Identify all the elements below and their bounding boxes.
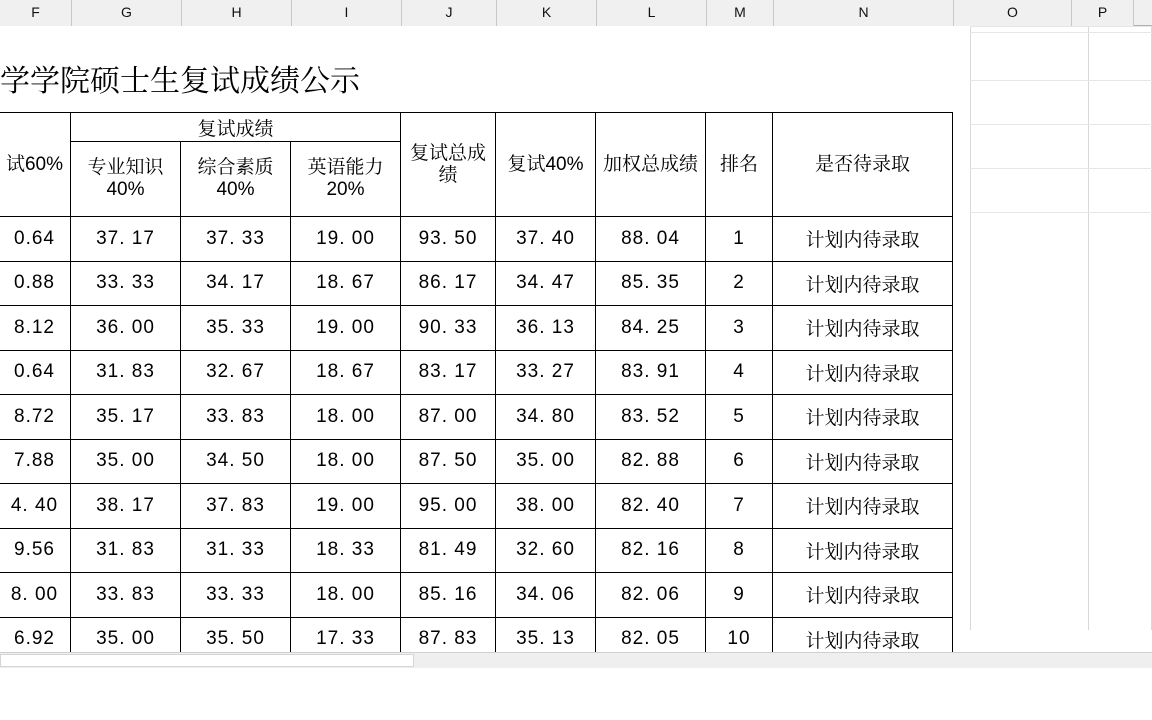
cell-k[interactable]: 34. 47	[496, 261, 596, 306]
cell-k[interactable]: 35. 00	[496, 439, 596, 484]
cell-k[interactable]: 32. 60	[496, 528, 596, 573]
cell-l[interactable]: 85. 35	[596, 261, 706, 306]
cell-k[interactable]: 38. 00	[496, 484, 596, 529]
cell-h[interactable]: 37. 33	[181, 217, 291, 262]
cell-i[interactable]: 18. 33	[291, 528, 401, 573]
column-header-P[interactable]: P	[1072, 0, 1134, 26]
cell-j[interactable]: 87. 00	[401, 395, 496, 440]
cell-n[interactable]: 计划内待录取	[773, 217, 953, 262]
cell-j[interactable]: 86. 17	[401, 261, 496, 306]
cell-k[interactable]: 33. 27	[496, 350, 596, 395]
cell-j[interactable]: 87. 83	[401, 617, 496, 662]
column-header-L[interactable]: L	[597, 0, 707, 26]
header-cell-f-score: 试60%	[0, 113, 71, 217]
cell-m[interactable]: 7	[706, 484, 773, 529]
horizontal-scrollbar[interactable]	[0, 652, 1152, 669]
cell-g[interactable]: 35. 00	[71, 617, 181, 662]
cell-l[interactable]: 88. 04	[596, 217, 706, 262]
cell-j[interactable]: 93. 50	[401, 217, 496, 262]
cell-l[interactable]: 82. 40	[596, 484, 706, 529]
header-cell-english-ability: 英语能力20%	[291, 142, 401, 217]
cell-m[interactable]: 4	[706, 350, 773, 395]
cell-n[interactable]: 计划内待录取	[773, 306, 953, 351]
header-cell-professional-knowledge: 专业知识40%	[71, 142, 181, 217]
table-body	[0, 217, 953, 662]
column-header-H[interactable]: H	[182, 0, 292, 26]
cell-m[interactable]: 8	[706, 528, 773, 573]
cell-g[interactable]: 35. 17	[71, 395, 181, 440]
bottom-blank-area	[0, 668, 1152, 720]
header-cell-retest-40: 复试40%	[496, 113, 596, 217]
cell-k[interactable]: 36. 13	[496, 306, 596, 351]
table-row[interactable]	[0, 261, 953, 306]
cell-f[interactable]: 6.92	[0, 617, 71, 662]
cell-g[interactable]: 31. 83	[71, 350, 181, 395]
cell-n[interactable]: 计划内待录取	[773, 573, 953, 618]
cell-k[interactable]: 34. 06	[496, 573, 596, 618]
cell-h[interactable]: 33. 83	[181, 395, 291, 440]
sheet-body	[0, 26, 1152, 720]
cell-f[interactable]: 9.56	[0, 528, 71, 573]
cell-i[interactable]: 18. 00	[291, 439, 401, 484]
column-header-N[interactable]: N	[774, 0, 954, 26]
column-header-row	[0, 0, 1152, 26]
cell-n[interactable]: 计划内待录取	[773, 484, 953, 529]
cell-h[interactable]: 31. 33	[181, 528, 291, 573]
cell-f[interactable]: 8. 00	[0, 573, 71, 618]
cell-h[interactable]: 32. 67	[181, 350, 291, 395]
cell-k[interactable]: 35. 13	[496, 617, 596, 662]
table-row[interactable]	[0, 528, 953, 573]
cell-j[interactable]: 87. 50	[401, 439, 496, 484]
table-row[interactable]	[0, 350, 953, 395]
cell-f[interactable]: 8.72	[0, 395, 71, 440]
cell-l[interactable]: 84. 25	[596, 306, 706, 351]
cell-n[interactable]: 计划内待录取	[773, 439, 953, 484]
cell-g[interactable]: 36. 00	[71, 306, 181, 351]
table-row[interactable]	[0, 573, 953, 618]
cell-i[interactable]: 18. 67	[291, 261, 401, 306]
cell-f[interactable]: 0.88	[0, 261, 71, 306]
cell-f[interactable]: 7.88	[0, 439, 71, 484]
cell-n[interactable]: 计划内待录取	[773, 528, 953, 573]
table-header-group-row	[0, 113, 953, 142]
cell-m[interactable]: 9	[706, 573, 773, 618]
empty-cells-grid	[970, 26, 1152, 630]
cell-i[interactable]: 19. 00	[291, 306, 401, 351]
column-header-G[interactable]: G	[72, 0, 182, 26]
column-header-K[interactable]: K	[497, 0, 597, 26]
cell-j[interactable]: 81. 49	[401, 528, 496, 573]
cell-l[interactable]: 83. 91	[596, 350, 706, 395]
cell-k[interactable]: 37. 40	[496, 217, 596, 262]
cell-n[interactable]: 计划内待录取	[773, 395, 953, 440]
cell-m[interactable]: 10	[706, 617, 773, 662]
cell-l[interactable]: 82. 88	[596, 439, 706, 484]
table-row[interactable]	[0, 217, 953, 262]
table-row[interactable]	[0, 306, 953, 351]
cell-g[interactable]: 33. 83	[71, 573, 181, 618]
cell-i[interactable]: 19. 00	[291, 484, 401, 529]
cell-m[interactable]: 5	[706, 395, 773, 440]
column-header-I[interactable]: I	[292, 0, 402, 26]
table-row[interactable]	[0, 439, 953, 484]
cell-g[interactable]: 33. 33	[71, 261, 181, 306]
cell-h[interactable]: 35. 33	[181, 306, 291, 351]
column-header-M[interactable]: M	[707, 0, 774, 26]
cell-h[interactable]: 34. 17	[181, 261, 291, 306]
cell-h[interactable]: 37. 83	[181, 484, 291, 529]
cell-n[interactable]: 计划内待录取	[773, 261, 953, 306]
cell-j[interactable]: 83. 17	[401, 350, 496, 395]
table-row[interactable]	[0, 484, 953, 529]
cell-i[interactable]: 17. 33	[291, 617, 401, 662]
cell-m[interactable]: 1	[706, 217, 773, 262]
header-group-retest-scores: 复试成绩	[71, 113, 401, 142]
page-title: 学学院硕士生复试成绩公示	[0, 65, 360, 98]
cell-f[interactable]: 0.64	[0, 217, 71, 262]
cell-g[interactable]: 38. 17	[71, 484, 181, 529]
cell-i[interactable]: 19. 00	[291, 217, 401, 262]
cell-l[interactable]: 83. 52	[596, 395, 706, 440]
column-header-O[interactable]: O	[954, 0, 1072, 26]
header-cell-weighted-total: 加权总成绩	[596, 113, 706, 217]
header-cell-admission-status: 是否待录取	[773, 113, 953, 217]
cell-l[interactable]: 82. 05	[596, 617, 706, 662]
cell-j[interactable]: 85. 16	[401, 573, 496, 618]
grades-table	[0, 112, 953, 662]
cell-l[interactable]: 82. 16	[596, 528, 706, 573]
header-cell-rank: 排名	[706, 113, 773, 217]
column-header-F[interactable]: F	[0, 0, 72, 26]
cell-f[interactable]: 0.64	[0, 350, 71, 395]
cell-l[interactable]: 82. 06	[596, 573, 706, 618]
cell-f[interactable]: 4. 40	[0, 484, 71, 529]
cell-i[interactable]: 18. 00	[291, 573, 401, 618]
horizontal-scrollbar-thumb[interactable]	[0, 654, 414, 667]
cell-g[interactable]: 31. 83	[71, 528, 181, 573]
header-cell-comprehensive-quality: 综合素质40%	[181, 142, 291, 217]
cell-m[interactable]: 2	[706, 261, 773, 306]
cell-f[interactable]: 8.12	[0, 306, 71, 351]
cell-g[interactable]: 35. 00	[71, 439, 181, 484]
cell-m[interactable]: 3	[706, 306, 773, 351]
cell-n[interactable]: 计划内待录取	[773, 350, 953, 395]
cell-i[interactable]: 18. 00	[291, 395, 401, 440]
cell-n[interactable]: 计划内待录取	[773, 617, 953, 662]
cell-j[interactable]: 95. 00	[401, 484, 496, 529]
column-header-J[interactable]: J	[402, 0, 497, 26]
cell-i[interactable]: 18. 67	[291, 350, 401, 395]
cell-k[interactable]: 34. 80	[496, 395, 596, 440]
table-row[interactable]	[0, 395, 953, 440]
cell-m[interactable]: 6	[706, 439, 773, 484]
cell-j[interactable]: 90. 33	[401, 306, 496, 351]
cell-h[interactable]: 34. 50	[181, 439, 291, 484]
cell-h[interactable]: 35. 50	[181, 617, 291, 662]
header-cell-retest-total: 复试总成绩	[401, 113, 496, 217]
cell-h[interactable]: 33. 33	[181, 573, 291, 618]
cell-g[interactable]: 37. 17	[71, 217, 181, 262]
